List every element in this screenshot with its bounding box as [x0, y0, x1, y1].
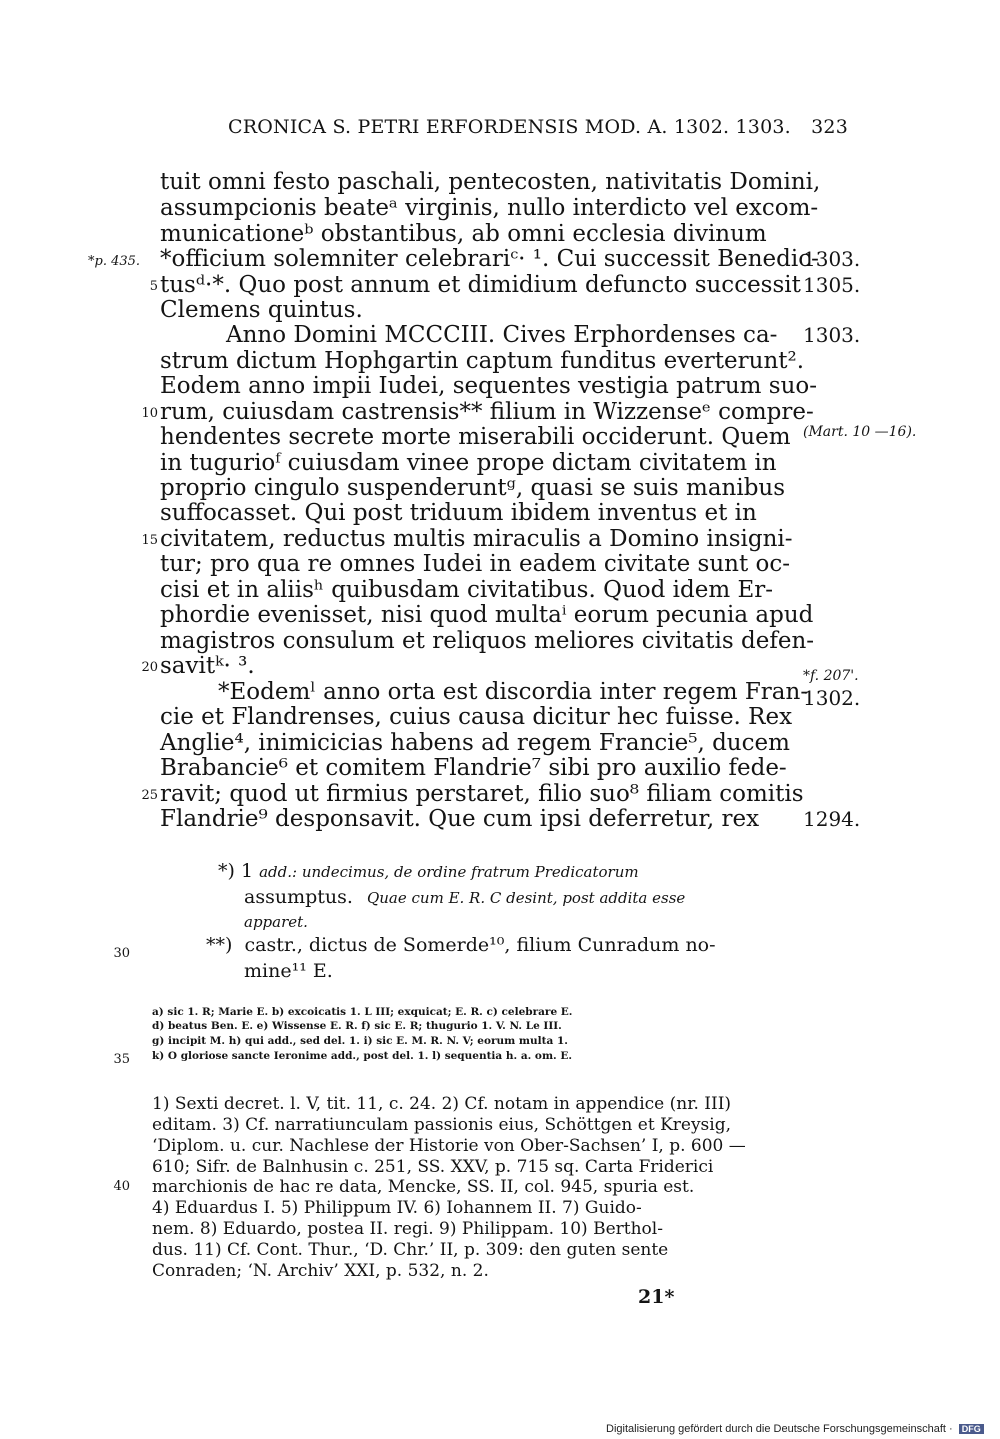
- text-line: ravit; quod ut firmius perstaret, filio suo⁸ filiam comitis: [160, 781, 804, 807]
- text-line: rum, cuiusdam castrensis** filium in Wizzenseᵉ compre-: [160, 399, 814, 425]
- star-note-line: [244, 960, 333, 982]
- star-note-line: [244, 886, 685, 908]
- folio-reference-left: *p. 435.: [88, 254, 141, 269]
- dfg-logo: DFG: [959, 1424, 984, 1434]
- text-line: *Eodemˡ anno orta est discordia inter regem Fran-: [218, 679, 809, 705]
- margin-year: 1303.: [803, 247, 861, 271]
- line-number: 30: [113, 946, 130, 961]
- footnote-line: 4) Eduardus I. 5) Philippum IV. 6) Iohannem II. 7) Guido-: [152, 1198, 642, 1218]
- line-number: 40: [113, 1179, 130, 1194]
- text-line: magistros consulum et reliquos meliores civitatis defen-: [160, 628, 815, 654]
- margin-year: 1305.: [803, 273, 861, 297]
- footnote-line: marchionis de hac re data, Mencke, SS. II, col. 945, spuria est.: [152, 1177, 695, 1197]
- star-note-text: castr., dictus de Somerde¹⁰, filium Cunradum no-: [244, 934, 716, 956]
- text-line: savitᵏ· ³.: [160, 653, 255, 679]
- text-line: Flandrie⁹ desponsavit. Que cum ipsi deferretur, rex: [160, 806, 760, 832]
- star-note-text: Quae cum E. R. C desint, post addita esse: [366, 889, 686, 907]
- folio-reference-right: *f. 207'.: [803, 668, 859, 684]
- star-note-marker: *) 1: [218, 860, 254, 882]
- star-note-text: apparet.: [244, 913, 308, 931]
- text-line: hendentes secrete morte miserabili occiderunt. Quem: [160, 424, 791, 450]
- text-line: tusᵈ·*. Quo post annum et dimidium defuncto successit: [160, 272, 801, 298]
- variant-note-line: k) O gloriose sancte Ieronime add., post del. 1. l) sequentia h. a. om. E.: [152, 1050, 573, 1062]
- running-header: [228, 116, 848, 138]
- text-line: municationeᵇ obstantibus, ab omni ecclesia divinum: [160, 221, 767, 247]
- footnote-line: 1) Sexti decret. l. V, tit. 11, c. 24. 2) Cf. notam in appendice (nr. III): [152, 1094, 732, 1114]
- running-title: CRONICA S. PETRI ERFORDENSIS MOD. A. 1302. 1303.: [228, 116, 791, 138]
- text-line: civitatem, reductus multis miraculis a Domino insigni-: [160, 526, 793, 552]
- star-note-text: mine¹¹ E.: [244, 960, 333, 982]
- line-number: 20: [141, 660, 158, 675]
- text-line: Anglie⁴, inimicicias habens ad regem Francie⁵, ducem: [160, 730, 790, 756]
- text-line: strum dictum Hophgartin captum funditus everterunt².: [160, 348, 805, 374]
- text-line: Eodem anno impii Iudei, sequentes vestigia patrum suo-: [160, 373, 818, 399]
- text-line: Clemens quintus.: [160, 297, 363, 323]
- text-line: cisi et in aliisʰ quibusdam civitatibus. Quod idem Er-: [160, 577, 774, 603]
- footnote-line: nem. 8) Eduardo, postea II. regi. 9) Philippam. 10) Berthol-: [152, 1219, 663, 1239]
- text-line: cie et Flandrenses, cuius causa dicitur hec fuisse. Rex: [160, 704, 793, 730]
- text-line: phordie evenisset, nisi quod multaⁱ eorum pecunia apud: [160, 602, 814, 628]
- line-number: 25: [141, 788, 158, 803]
- margin-date-note: (Mart. 10 —16).: [803, 424, 917, 440]
- page-number: 323: [811, 116, 849, 138]
- text-line: proprio cingulo suspenderuntᵍ, quasi se suis manibus: [160, 475, 786, 501]
- text-line: Brabancie⁶ et comitem Flandrie⁷ sibi pro auxilio fede-: [160, 755, 787, 781]
- text-line: tur; pro qua re omnes Iudei in eadem civitate sunt oc-: [160, 551, 791, 577]
- text-line: in tugurioᶠ cuiusdam vinee prope dictam civitatem in: [160, 450, 777, 476]
- line-number: 15: [141, 533, 158, 548]
- line-number: 10: [141, 406, 158, 421]
- variant-note-line: a) sic 1. R; Marie E. b) excoicatis 1. L III; exquicat; E. R. c) celebrare E.: [152, 1006, 573, 1018]
- text-line: suffocasset. Qui post triduum ibidem inventus et in: [160, 500, 757, 526]
- text-line: *officium solemniter celebrariᶜ· ¹. Cui successit Benedic-: [160, 246, 819, 272]
- footnote-line: Conraden; ‘N. Archiv’ XXI, p. 532, n. 2.: [152, 1261, 489, 1281]
- footnote-line: editam. 3) Cf. narratiunculam passionis eius, Schöttgen et Kreysig,: [152, 1115, 732, 1135]
- line-number: 35: [113, 1052, 130, 1067]
- text-line: assumpcionis beateᵃ virginis, nullo interdicto vel excom-: [160, 195, 819, 221]
- star-note-text: add.: undecimus, de ordine fratrum Predicatorum: [259, 863, 639, 881]
- star-note-text: assumptus.: [244, 886, 353, 908]
- star-note-line: [206, 934, 716, 956]
- text-line: tuit omni festo paschali, pentecosten, nativitatis Domini,: [160, 169, 821, 195]
- line-number: 5: [149, 279, 158, 294]
- text-line: Anno Domini MCCCIII. Cives Erphordenses ca-: [226, 322, 778, 348]
- digitization-credit: [606, 1423, 984, 1435]
- star-note-marker: **): [206, 934, 233, 956]
- margin-year: 1294.: [803, 807, 861, 831]
- star-note-line: [218, 860, 639, 882]
- variant-note-line: g) incipit M. h) qui add., sed del. 1. i) sic E. M. R. N. V; eorum multa 1.: [152, 1035, 568, 1047]
- signature-mark: 21*: [638, 1286, 675, 1308]
- footnote-line: ‘Diplom. u. cur. Nachlese der Historie von Ober-Sachsen’ I, p. 600 —: [152, 1136, 746, 1156]
- footnote-line: 610; Sifr. de Balnhusin c. 251, SS. XXV, p. 715 sq. Carta Friderici: [152, 1157, 714, 1177]
- margin-year: 1303.: [803, 323, 861, 347]
- credit-text: Digitalisierung gefördert durch die Deutsche Forschungsgemeinschaft ·: [606, 1423, 953, 1435]
- footnote-line: dus. 11) Cf. Cont. Thur., ‘D. Chr.’ II, p. 309: den guten sente: [152, 1240, 669, 1260]
- star-note-line: [244, 910, 308, 932]
- variant-note-line: d) beatus Ben. E. e) Wissense E. R. f) sic E. R; thugurio 1. V. N. Le III.: [152, 1020, 562, 1032]
- margin-year: 1302.: [803, 686, 861, 710]
